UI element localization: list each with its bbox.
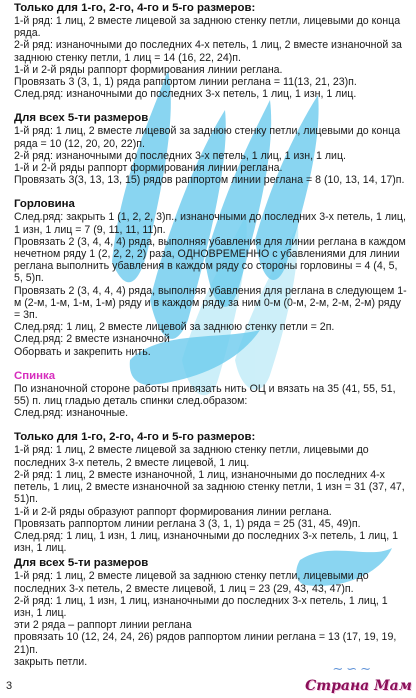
instruction-line: 2-й ряд: изнаночными до последних 4-х петель, 1 лиц, 2 вместе изнаночной за заднюю стенку петли, 1 лиц = 14 (16, 22, 24)п. xyxy=(14,39,402,64)
instruction-line: 2-й ряд: изнаночными до последних 3-х петель, 1 лиц, 1 изн, 1 лиц. xyxy=(14,149,346,162)
instruction-line: закрыть петли. xyxy=(14,655,88,668)
instruction-line: 1-й ряд: 1 лиц, 2 вместе лицевой за заднюю стенку петли, лицевыми до конца ряда. xyxy=(14,15,401,40)
instruction-line: 1-й ряд: 1 лиц, 2 вместе лицевой за заднюю стенку петли, лицевыми до последних 3-х петель, 2 вместе лицевой, 1 лиц = 23 (29, 43, 43, 47)п. xyxy=(14,570,369,595)
instruction-line: Провязать 2 (3, 4, 4, 4) ряда, выполняя убавления для линии реглана в каждом нечетном ряду 1 (2, 2, 2, 2) раза, ОДНОВРЕМЕННО с убавлениями для линии реглана выполнить убавления в каждом ряду со стороны горловины = 4 (4, 5, 5, 5)п. xyxy=(14,235,406,285)
logo-swirl-icon: ∼∽∼ xyxy=(332,662,374,677)
section-heading-neckline: Горловина xyxy=(14,198,75,211)
instruction-line: 1-й и 2-й ряды раппорт формирования линии реглана. xyxy=(14,162,283,175)
instruction-line: Провязать 3(3, 13, 13, 15) рядов раппортом линии реглана = 8 (10, 13, 14, 17)п. xyxy=(14,174,405,187)
instruction-line: След.ряд: 1 лиц, 2 вместе лицевой за заднюю стенку петли = 2п. xyxy=(14,321,335,334)
logo-name: Страна Мам xyxy=(305,678,412,694)
instruction-line: По изнаночной стороне работы привязать нить ОЦ и вязать на 35 (41, 55, 51, 55) п. лиц гладью деталь спинки след.образом: xyxy=(14,382,396,408)
instruction-line: провязать 10 (12, 24, 24, 26) рядов раппортом линии реглана = 13 (17, 19, 19, 21)п. xyxy=(14,631,397,656)
site-logo xyxy=(305,662,412,695)
instruction-line: 1-й и 2-й ряды образуют раппорт формирования линии реглана. xyxy=(14,505,332,518)
instruction-line: Оборвать и закрепить нить. xyxy=(14,345,151,358)
instruction-line: Провязать 2 (3, 4, 4, 4) ряда, выполняя убавления для реглана в следующем 1-м (2-м, 1-м, 1-м, 1-м) ряду и в каждом ряду за ним 0-м (0-м, 2-м, 2-м, 2-м) ряду = 3п. xyxy=(14,284,407,322)
instruction-line: След.ряд: изнаночными до последних 3-х петель, 1 лиц, 1 изн, 1 лиц. xyxy=(14,88,357,101)
section-heading-back: Спинка xyxy=(14,369,56,382)
instruction-line: 2-й ряд: 1 лиц, 1 изн, 1 лиц, изнаночными до последних 3-х петель, 1 лиц, 1 изн, 1 лиц. xyxy=(14,594,388,619)
instruction-line: След.ряд: 1 лиц, 1 изн, 1 лиц, изнаночными до последних 3-х петель, 1 лиц, 1 изн, 1 лиц. xyxy=(14,529,399,555)
instruction-line: эти 2 ряда – раппорт линии реглана xyxy=(14,619,192,632)
instruction-line: След.ряд: 2 вместе изнаночной xyxy=(14,333,170,346)
instruction-line: След.ряд: изнаночные. xyxy=(14,407,129,420)
instruction-line: 2-й ряд: 1 лиц, 2 вместе изнаночной, 1 лиц, изнаночными до последних 4-х петель, 1 лиц, 2 вместе изнаночной за заднюю стенку петли, 1 изн = 31 (37, 47, 51)п. xyxy=(14,468,405,506)
instruction-line: Провязать раппортом линии реглана 3 (3, 1, 1) ряда = 25 (31, 45, 49)п. xyxy=(14,517,361,530)
instructions-text xyxy=(14,2,408,668)
instruction-line: Провязать 3 (3, 1, 1) ряда раппортом линии реглана = 11(13, 21, 23)п. xyxy=(14,76,357,89)
instruction-line: 1-й и 2-й ряды раппорт формирования линии реглана. xyxy=(14,63,283,76)
section-heading: Для всех 5-ти размеров xyxy=(14,557,149,570)
page-number: 3 xyxy=(6,680,13,692)
instruction-line: След.ряд: закрыть 1 (1, 2, 2, 3)п., изнаночными до последних 3-х петель, 1 лиц, 1 изн, 1 лиц = 7 (9, 11, 11, 11)п. xyxy=(14,211,406,236)
section-heading: Только для 1-го, 2-го, 4-го и 5-го размеров: xyxy=(14,2,256,14)
instruction-line: 1-й ряд: 1 лиц, 2 вместе лицевой за заднюю стенку петли, лицевыми до последних 3-х петель, 2 вместе лицевой, 1 лиц. xyxy=(14,444,369,469)
instruction-line: 1-й ряд: 1 лиц, 2 вместе лицевой за заднюю стенку петли, лицевыми до конца ряда = 10 (12, 20, 20, 22)п. xyxy=(14,125,401,150)
section-heading: Для всех 5-ти размеров xyxy=(14,112,149,125)
section-heading: Только для 1-го, 2-го, 4-го и 5-го размеров: xyxy=(14,431,256,444)
